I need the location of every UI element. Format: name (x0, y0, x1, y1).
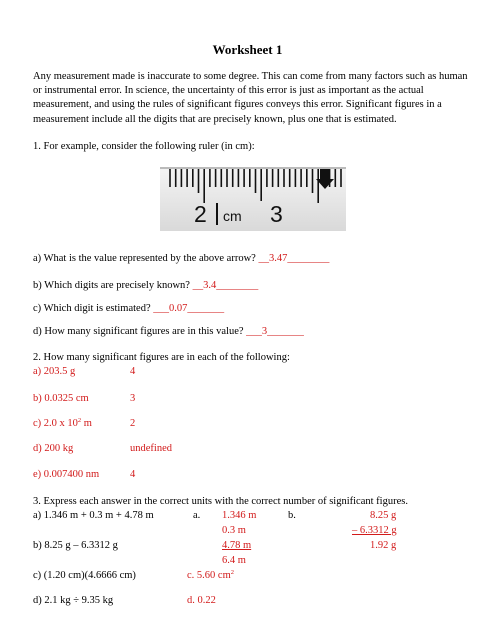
q2c-label-exponent: 2 (77, 417, 82, 424)
q3-prompt: 3. Express each answer in the correct units with the correct number of significant figures. (33, 496, 408, 507)
q3b-work-2: – 6.3312 g (352, 525, 397, 536)
q3b-letter: b. (288, 510, 296, 521)
q3a-label: a) 1.346 m + 0.3 m + 4.78 m (33, 510, 154, 521)
q1a-blank-post: ________ (287, 253, 330, 264)
q3d-label: d) 2.1 kg ÷ 9.35 kg (33, 595, 114, 606)
q3c-answer (187, 570, 234, 581)
ruler-unit: cm (223, 208, 242, 224)
q1b-blank-pre: __ (192, 280, 204, 291)
q3b-label: b) 8.25 g – 6.3312 g (33, 540, 118, 551)
q2d-label: d) 200 kg (33, 443, 74, 454)
q1a-answer: 3.47 (268, 253, 288, 264)
q2c-label-base: c) 2.0 x 10 (33, 418, 78, 429)
q3b-work-1: 8.25 g (370, 510, 397, 521)
q1d-answer: 3 (261, 326, 268, 337)
q1b-answer: 3.4 (203, 280, 217, 291)
q3a-work-1: 1.346 m (222, 510, 257, 521)
q2c-label (33, 418, 92, 429)
q1b-blank-post: ________ (216, 280, 259, 291)
q1-prompt: 1. For example, consider the following ruler (in cm): (33, 141, 255, 152)
q2c-label-unit: m (81, 418, 92, 429)
q2e-answer: 4 (130, 469, 136, 480)
intro-paragraph: Any measurement made is inaccurate to some degree. This can come from many factors such as human or instrumental error. In science, the uncertainty of this error is just as important as the actual measurement, and using the rules of significant figures conveys this error. Significant figures in a measurement include all the digits that are precisely known, plus one that is estimated. (33, 71, 468, 125)
q1a-line (33, 253, 329, 264)
q2a-answer: 4 (130, 366, 136, 377)
q1c-line (33, 303, 224, 314)
q3a-work-3: 4.78 m (222, 540, 252, 551)
q1c-answer: 0.07 (168, 303, 188, 314)
worksheet-title: Worksheet 1 (212, 42, 283, 57)
q2a-label: a) 203.5 g (33, 366, 76, 377)
q2c-answer: 2 (130, 418, 136, 429)
q1d-line (33, 326, 304, 337)
ruler-graphic (160, 167, 346, 231)
q3a-work-2: 0.3 m (222, 525, 246, 536)
q2-prompt: 2. How many significant figures are in each of the following: (33, 352, 290, 363)
q3c-answer-exponent: 2 (230, 569, 234, 576)
ruler-label-left: 2 (194, 201, 207, 227)
q1d-question: d) How many significant figures are in this value? (33, 326, 247, 337)
q3d-answer: d. 0.22 (187, 595, 216, 606)
q1d-blank-pre: ___ (246, 326, 262, 337)
q3b-work-3: 1.92 g (370, 540, 397, 551)
q2d-answer: undefined (130, 443, 172, 454)
q1b-line (33, 280, 258, 291)
q2b-label: b) 0.0325 cm (33, 393, 89, 404)
ruler-divider (216, 203, 218, 225)
ruler-image (160, 167, 346, 231)
q1a-blank-pre: __ (258, 253, 269, 264)
q1c-blank-post: _______ (187, 303, 225, 314)
q3a-work-4: 6.4 m (222, 555, 246, 566)
q1b-question: b) Which digits are precisely known? (33, 280, 193, 291)
q2b-answer: 3 (130, 393, 136, 404)
q2e-label: e) 0.007400 nm (33, 469, 100, 480)
q1a-question: a) What is the value represented by the above arrow? (33, 253, 259, 264)
q1c-blank-pre: ___ (153, 303, 169, 314)
q3c-answer-base: c. 5.60 cm (187, 570, 231, 581)
q1c-question: c) Which digit is estimated? (33, 303, 154, 314)
q3a-letter: a. (193, 510, 201, 521)
ruler-label-right: 3 (270, 201, 283, 227)
q1d-blank-post: _______ (267, 326, 304, 337)
q3c-label: c) (1.20 cm)(4.6666 cm) (33, 570, 136, 581)
